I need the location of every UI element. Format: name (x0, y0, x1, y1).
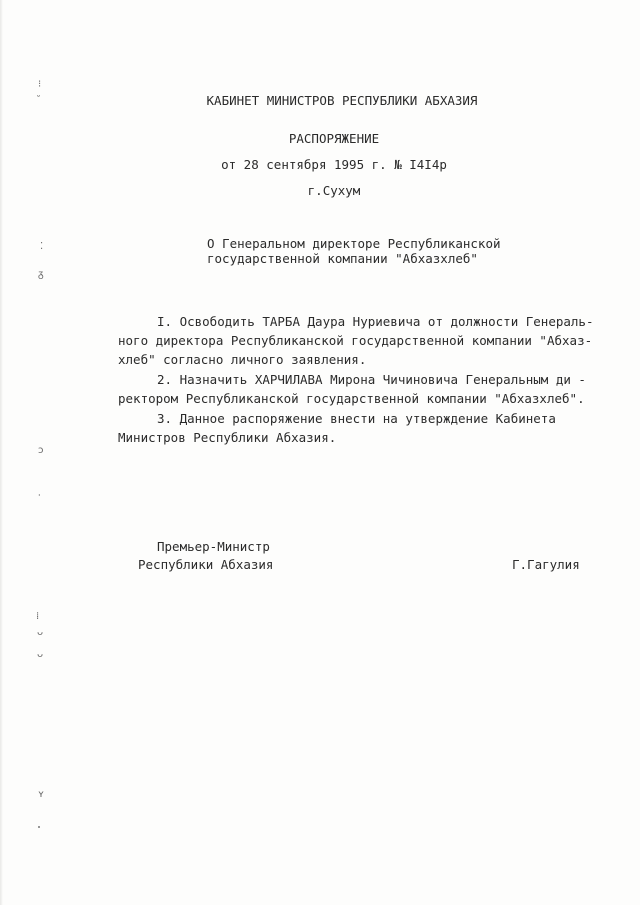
document-type: РАСПОРЯЖЕНИЕ (288, 131, 380, 146)
subject-line-1: О Генеральном директоре Республиканской (207, 236, 501, 251)
binding-mark-icon: ᴗ (37, 627, 44, 638)
binding-mark-icon: ᴗ (37, 649, 44, 660)
paragraph-1-line-3: хлеб" согласно личного заявления. (118, 352, 367, 367)
signatory-title-line-1: Премьер-Министр (157, 539, 270, 554)
document-place: г.Сухум (307, 183, 361, 198)
binding-mark-icon: ⸳ (38, 489, 41, 500)
signatory-title-line-2: Республики Абхазия (138, 557, 274, 572)
binding-mark-icon: ⁚ (40, 241, 44, 252)
paragraph-1-line-1: I. Освободить ТАРБА Даура Нуриевича от должности Генераль- (157, 314, 594, 329)
binding-mark-icon: ⁝ (38, 79, 42, 90)
binding-mark-icon: ɔ (38, 445, 44, 456)
paragraph-2-line-1: 2. Назначить ХАРЧИЛАВА Мирона Чичиновича Генеральным ди - (157, 372, 586, 387)
paragraph-2-line-2: ректором Республиканской государственной компании "Абхазхлеб". (118, 391, 585, 406)
document-date-number: от 28 сентября 1995 г. № I4I4р (221, 157, 447, 172)
binding-mark-icon: ˘ (36, 95, 41, 106)
binding-dot-icon (38, 826, 40, 828)
paragraph-1-line-2: ного директора Республиканской государственной компании "Абхаз- (118, 333, 593, 348)
paragraph-3-line-1: 3. Данное распоряжение внести на утверждение Кабинета (157, 411, 556, 426)
paragraph-3-line-2: Министров Республики Абхазия. (118, 430, 337, 445)
binding-mark-icon: ʏ (38, 789, 45, 800)
binding-mark-icon: ⁞ (36, 611, 40, 622)
signatory-name: Г.Гагулия (512, 557, 580, 572)
cabinet-heading: КАБИНЕТ МИНИСТРОВ РЕСПУБЛИКИ АБХАЗИЯ (206, 93, 478, 108)
binding-mark-icon: ᵹ (38, 269, 44, 280)
subject-line-2: государственной компании "Абхазхлеб" (207, 251, 478, 266)
